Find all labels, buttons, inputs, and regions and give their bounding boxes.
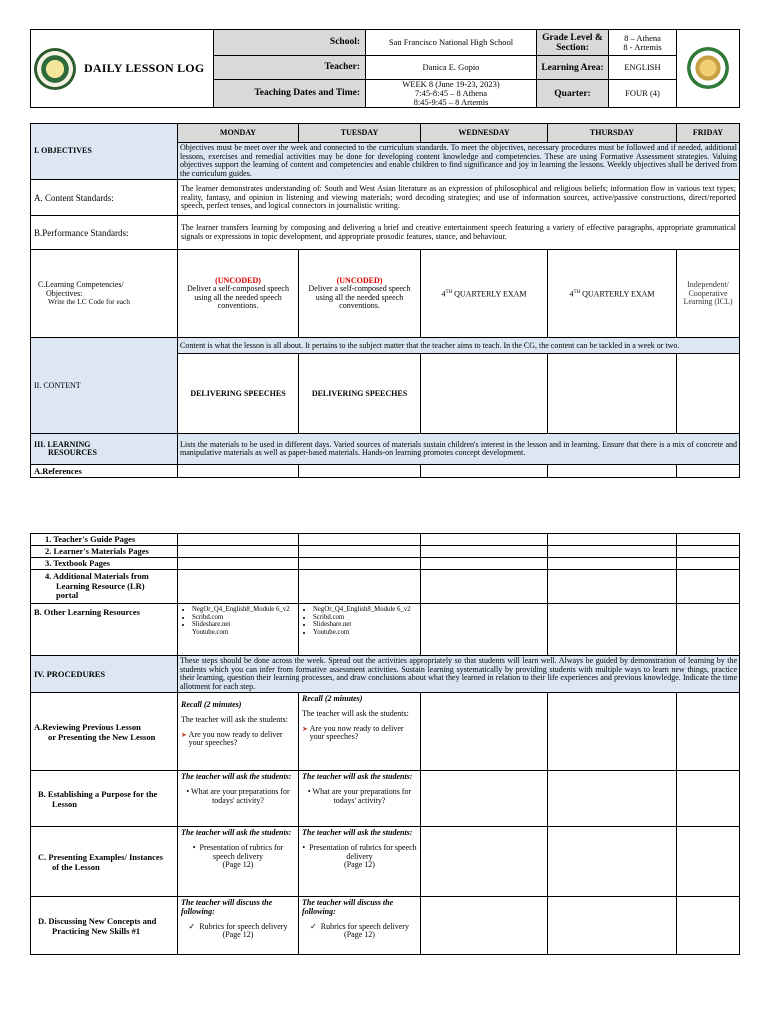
resource-item: • Youtube.com xyxy=(313,629,420,637)
discussing-item-text: Rubrics for speech delivery xyxy=(199,921,288,931)
reviewing-label xyxy=(31,693,178,771)
tb-mon xyxy=(178,558,299,570)
examples-item: • Presentation of rubrics for speech delivery xyxy=(302,842,417,861)
discussing-heading: The teacher will discuss the following: xyxy=(181,898,273,916)
content-thursday xyxy=(548,354,677,434)
area-value: ENGLISH xyxy=(609,56,677,80)
examples-heading: The teacher will ask the students: xyxy=(181,828,292,838)
discussing-label-line1: D. Discussing New Concepts and xyxy=(38,915,157,926)
competency-monday-text: Deliver a self-composed speech using all the needed speech conventions. xyxy=(187,284,289,311)
resource-item: • Slideshare.net xyxy=(313,621,420,629)
day-header-wednesday: WEDNESDAY xyxy=(421,124,548,143)
arrow-bullet-icon: ➤ xyxy=(302,724,310,733)
school-seal-icon xyxy=(687,47,729,89)
header-logo-title-cell xyxy=(31,30,214,108)
purpose-label xyxy=(31,771,178,827)
teacher-ask-text: The teacher will ask the students: xyxy=(181,714,288,724)
examples-label-line1: C. Presenting Examples/ Instances xyxy=(38,851,163,862)
recall-heading: Recall (2 minutes) xyxy=(302,694,363,704)
resource-item: • NegOr_Q4_English8_Module 6_v2 xyxy=(313,606,420,614)
content-standards-text: The learner demonstrates understanding of: South and West Asian literature as an expression of philosophical and religious beliefs; information flow in various text types; reality, fantasy, and opinion in listening and viewing materials; word decoding strategies; and use of information sources, active/passive constructions, direct/reported speech, perfect tenses, and logical connectors in journalistic writing. xyxy=(178,180,740,216)
checkmark-icon: ✓ xyxy=(310,921,317,931)
dates-line-2: 7:45-8:45 – 8 Athena xyxy=(414,88,487,98)
tb-wed xyxy=(421,558,548,570)
purpose-question-text: What are your preparations for todays' activity? xyxy=(312,786,412,805)
competency-friday: Independent/ Cooperative Learning (ICL) xyxy=(677,250,740,338)
am-tue xyxy=(299,570,421,604)
discussing-page: (Page 12) xyxy=(222,930,254,940)
exam-text-thursday: QUARTERLY EXAM xyxy=(580,289,655,299)
am-wed xyxy=(421,570,548,604)
tg-fri xyxy=(677,534,740,546)
ex-wed xyxy=(421,827,548,897)
olr-thu xyxy=(548,604,677,656)
day-header-tuesday: TUESDAY xyxy=(299,124,421,143)
additional-materials-label xyxy=(31,570,178,604)
textbook-pages-label: 3. Textbook Pages xyxy=(31,558,178,570)
reviewing-label-line1: A.Reviewing Previous Lesson xyxy=(34,721,141,732)
dis-thu xyxy=(548,897,677,955)
objectives-label: I. OBJECTIVES xyxy=(31,124,178,180)
reviewing-label-line2: or Presenting the New Lesson xyxy=(48,731,156,742)
content-standards-label: A. Content Standards: xyxy=(31,180,178,216)
school-label: School: xyxy=(214,30,366,56)
day-header-thursday: THURSDAY xyxy=(548,124,677,143)
purpose-label-line1: B. Establishing a Purpose for the xyxy=(38,788,158,799)
additional-materials-line2: Learning Resource (LR) xyxy=(56,580,145,591)
learning-resources-line1: III. LEARNING xyxy=(34,439,91,449)
division-seal-icon xyxy=(34,48,76,90)
grade-value xyxy=(609,30,677,56)
exam-num-wednesday: 4 xyxy=(441,289,446,299)
resource-item: • Scribd.com xyxy=(192,614,298,622)
tb-tue xyxy=(299,558,421,570)
exam-text-wednesday: QUARTERLY EXAM xyxy=(452,289,527,299)
ex-fri xyxy=(677,827,740,897)
objectives-note: Objectives must be meet over the week and connected to the curriculum standards. To meet the objectives, necessary procedures must be followed and if needed, additional lessons, exercises and remedial activities may be done for developing content knowledge and competencies. These are using Formative Assessment strategies. Valuing objectives support the learning of content and competencies and enable children to find significance and joy in learning the lessons. Weekly objectives shall be derived from the curriculum guides. xyxy=(178,143,740,180)
tb-thu xyxy=(548,558,677,570)
teacher-label: Teacher: xyxy=(214,56,366,80)
grade-line-2: 8 - Artemis xyxy=(623,41,662,52)
examples-monday xyxy=(178,827,299,897)
other-resources-monday xyxy=(178,604,299,656)
dates-line-3: 8:45-9:45 – 8 Artemis xyxy=(413,97,489,107)
discussing-monday xyxy=(178,897,299,955)
tg-wed xyxy=(421,534,548,546)
recall-heading: Recall (2 minutes) xyxy=(181,700,242,710)
checkmark-icon: ✓ xyxy=(188,921,196,931)
ready-question: Are you now ready to deliver your speeches? xyxy=(188,729,283,748)
content-tuesday: DELIVERING SPEECHES xyxy=(299,354,421,434)
procedures-note: These steps should be done across the week. Spread out the activities appropriately so that students will learn well. Always be guided by demonstration of learning by the students which you can infer from formative assessment activities. Sustain learning systematically by providing students with multiple ways to learn new things, practice their learning, question their learning processes, and draw conclusions about what they learned in relation to their life experiences and previous knowledge. Indicate the time allotment for each step. xyxy=(178,656,740,693)
exam-num-thursday: 4 xyxy=(569,289,574,299)
reviewing-tuesday xyxy=(299,693,421,771)
lm-thu xyxy=(548,546,677,558)
references-label: A.References xyxy=(31,465,178,478)
examples-label xyxy=(31,827,178,897)
exam-sup-thursday: TH xyxy=(573,289,581,295)
discussing-tuesday xyxy=(299,897,421,955)
ready-question: Are you now ready to deliver your speeches? xyxy=(309,723,404,742)
additional-materials-line3: portal xyxy=(56,590,79,601)
day-header-monday: MONDAY xyxy=(178,124,299,143)
competency-thursday xyxy=(548,250,677,338)
purpose-question: • What are your preparations for todays' activity? xyxy=(186,786,290,805)
ex-thu xyxy=(548,827,677,897)
purpose-label-line2: Lesson xyxy=(52,798,78,809)
tg-tue xyxy=(299,534,421,546)
reviewing-monday xyxy=(178,693,299,771)
resource-item: • NegOr_Q4_English8_Module 6_v2 xyxy=(192,606,298,614)
rev-thu xyxy=(548,693,677,771)
additional-materials-line1: 4. Additional Materials from xyxy=(45,571,149,582)
lm-mon xyxy=(178,546,299,558)
teachers-guide-label: 1. Teacher's Guide Pages xyxy=(31,534,178,546)
discussing-page: (Page 12) xyxy=(344,930,375,940)
content-label: II. CONTENT xyxy=(31,338,178,434)
resource-item: • Scribd.com xyxy=(313,614,420,622)
pur-thu xyxy=(548,771,677,827)
performance-standards-label: B.Performance Standards: xyxy=(31,216,178,250)
competency-monday xyxy=(178,250,299,338)
quarter-value: FOUR (4) xyxy=(609,80,677,108)
examples-page: (Page 12) xyxy=(222,860,254,870)
ref-wednesday xyxy=(421,465,548,478)
dates-value xyxy=(366,80,537,108)
ref-friday xyxy=(677,465,740,478)
discussing-label xyxy=(31,897,178,955)
learning-resources-line2: RESOURCES xyxy=(48,448,97,458)
learners-materials-label: 2. Learner's Materials Pages xyxy=(31,546,178,558)
competencies-label-line1: C.Learning Competencies/ xyxy=(38,279,124,289)
competency-tuesday-text: Deliver a self-composed speech using all the needed speech conventions. xyxy=(308,284,411,311)
quarter-label: Quarter: xyxy=(537,80,609,108)
area-label: Learning Area: xyxy=(537,56,609,80)
header-right-logo-cell xyxy=(677,30,740,108)
lm-fri xyxy=(677,546,740,558)
discussing-heading: The teacher will discuss the following: xyxy=(302,898,394,916)
ref-monday xyxy=(178,465,299,478)
procedures-label: IV. PROCEDURES xyxy=(31,656,178,693)
grade-label: Grade Level & Section: xyxy=(537,30,609,56)
discussing-label-line2: Practicing New Skills #1 xyxy=(52,925,141,936)
purpose-tuesday xyxy=(299,771,421,827)
rev-wed xyxy=(421,693,548,771)
resource-item: • Slideshare.net xyxy=(192,621,298,629)
content-note: Content is what the lesson is all about. It pertains to the subject matter that the teacher aims to teach. In the CG, the content can be tackled in a week or two. xyxy=(178,338,740,354)
competency-tuesday xyxy=(299,250,421,338)
competencies-label-sub: Write the LC Code for each xyxy=(48,297,130,307)
tg-mon xyxy=(178,534,299,546)
examples-page: (Page 12) xyxy=(344,860,375,870)
tb-fri xyxy=(677,558,740,570)
arrow-bullet-icon: ➤ xyxy=(181,730,189,739)
dates-label: Teaching Dates and Time: xyxy=(214,80,366,108)
examples-heading: The teacher will ask the students: xyxy=(302,828,413,838)
performance-standards-text: The learner transfers learning by composing and delivering a brief and creative entertainment speech featuring a variety of effective paragraphs, appropriate grammatical signals or expressions in topic development, and appropriate prosodic features, stance, and behaviour. xyxy=(178,216,740,250)
lm-tue xyxy=(299,546,421,558)
uncoded-tag-tuesday: (UNCODED) xyxy=(336,275,383,285)
dis-fri xyxy=(677,897,740,955)
content-monday: DELIVERING SPEECHES xyxy=(178,354,299,434)
am-thu xyxy=(548,570,677,604)
discussing-item-text: Rubrics for speech delivery xyxy=(320,921,409,931)
dates-line-1: WEEK 8 (June 19-23, 2023) xyxy=(402,79,500,89)
am-mon xyxy=(178,570,299,604)
purpose-question: • What are your preparations for todays' activity? xyxy=(307,786,412,805)
examples-tuesday xyxy=(299,827,421,897)
olr-wed xyxy=(421,604,548,656)
lesson-table-part1 xyxy=(30,123,740,478)
competencies-label xyxy=(31,250,178,338)
resource-item: Youtube.com xyxy=(192,628,229,636)
pur-wed xyxy=(421,771,548,827)
competencies-label-line2: Objectives: xyxy=(46,288,83,298)
uncoded-tag-monday: (UNCODED) xyxy=(215,275,261,285)
olr-fri xyxy=(677,604,740,656)
teacher-value: Danica E. Gopio xyxy=(366,56,537,80)
examples-label-line2: of the Lesson xyxy=(52,861,100,872)
header-table xyxy=(30,29,740,108)
purpose-heading: The teacher will ask the students: xyxy=(181,772,292,782)
purpose-question-text: What are your preparations for todays' activity? xyxy=(191,786,290,805)
lesson-table-part2 xyxy=(30,533,740,955)
competency-wednesday xyxy=(421,250,548,338)
school-value: San Francisco National High School xyxy=(366,30,537,56)
purpose-monday xyxy=(178,771,299,827)
lm-wed xyxy=(421,546,548,558)
examples-item-text: Presentation of rubrics for speech delivery xyxy=(199,842,284,861)
day-header-friday: FRIDAY xyxy=(677,124,740,143)
teacher-ask-text: The teacher will ask the students: xyxy=(302,708,409,718)
examples-item-text: Presentation of rubrics for speech delivery xyxy=(309,842,417,861)
other-resources-tuesday xyxy=(299,604,421,656)
tg-thu xyxy=(548,534,677,546)
pur-fri xyxy=(677,771,740,827)
other-resources-label: B. Other Learning Resources xyxy=(31,604,178,656)
exam-sup-wednesday: TH xyxy=(445,289,453,295)
grade-line-1: 8 – Athena xyxy=(624,32,661,43)
rev-fri xyxy=(677,693,740,771)
am-fri xyxy=(677,570,740,604)
ref-tuesday xyxy=(299,465,421,478)
document-title: DAILY LESSON LOG xyxy=(84,61,205,75)
ref-thursday xyxy=(548,465,677,478)
learning-resources-note: Lists the materials to be used in different days. Varied sources of materials sustain children's interest in the lesson and in learning. Ensure that there is a mix of concrete and manipulative materials as well as paper-based materials. Hands-on learning promotes concept development. xyxy=(178,434,740,465)
learning-resources-label xyxy=(31,434,178,465)
purpose-heading: The teacher will ask the students: xyxy=(302,772,413,782)
examples-item: • Presentation of rubrics for speech delivery xyxy=(192,842,284,861)
dis-wed xyxy=(421,897,548,955)
content-friday xyxy=(677,354,740,434)
content-wednesday xyxy=(421,354,548,434)
